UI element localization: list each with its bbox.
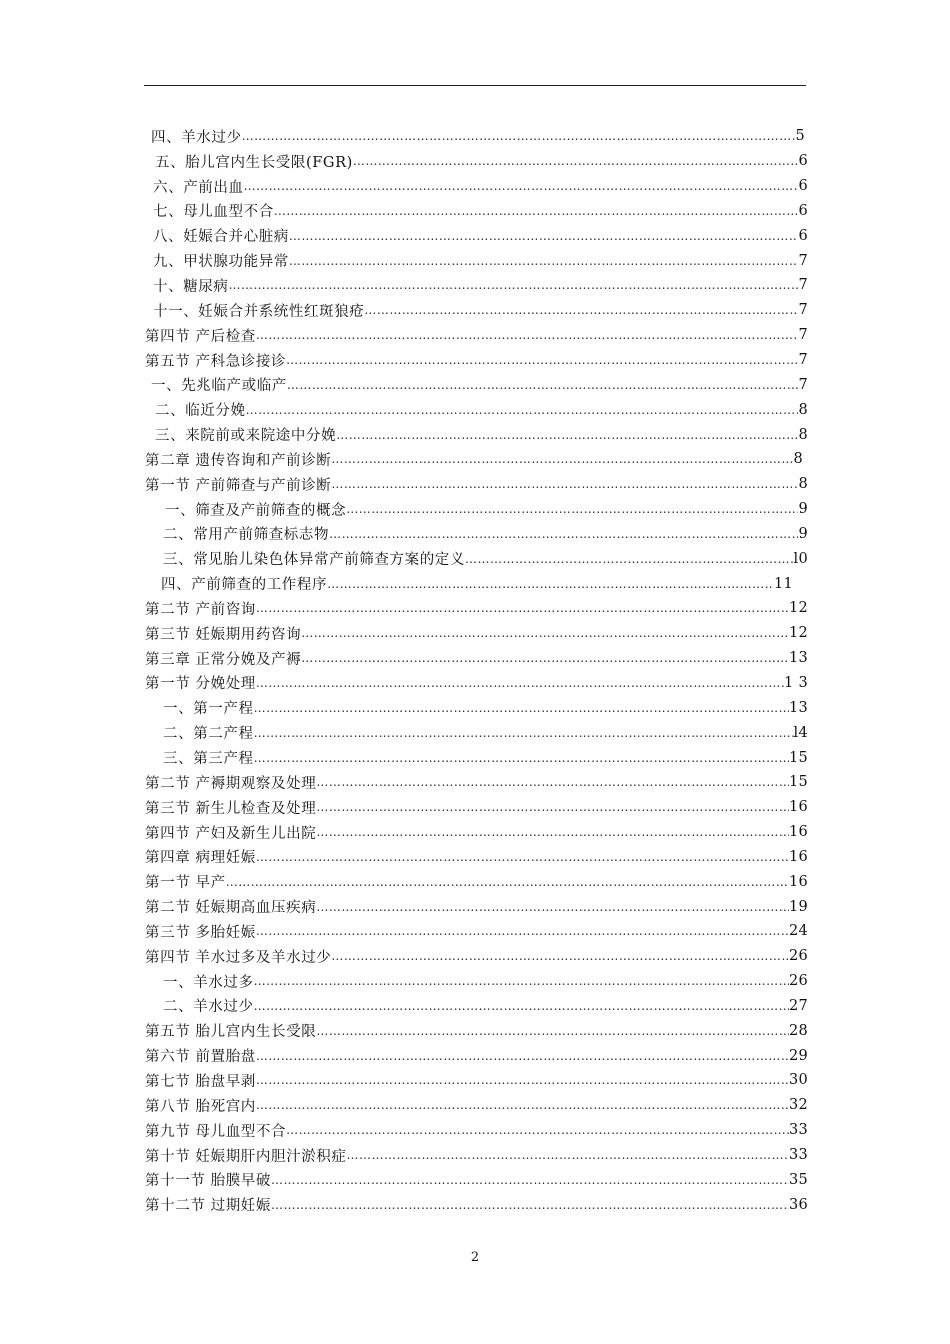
toc-entry[interactable] — [145, 1043, 808, 1068]
toc-entry[interactable] — [145, 621, 808, 646]
toc-entry-title: 第四节 产后检查 — [145, 328, 256, 345]
toc-entry-page: 8 — [798, 426, 808, 443]
toc-entry-page: 8 — [793, 451, 803, 468]
toc-dot-leader — [353, 154, 799, 168]
toc-entry-title: 第一节 早产 — [145, 875, 226, 892]
toc-dot-leader — [289, 229, 799, 243]
toc-entry-title: 第五节 产科急诊接诊 — [145, 353, 287, 370]
toc-entry[interactable] — [145, 1118, 808, 1143]
toc-entry-page: 8 — [798, 476, 808, 493]
toc-entry-title: 四、羊水过少 — [151, 129, 242, 146]
toc-entry-page: 6 — [798, 202, 808, 219]
toc-dot-leader — [331, 949, 789, 963]
toc-entry-title: 四、产前筛查的工作程序 — [161, 577, 328, 594]
toc-entry[interactable] — [145, 646, 808, 671]
toc-entry[interactable] — [145, 372, 808, 397]
toc-entry-title: 第三节 新生儿检查及处理 — [145, 800, 317, 817]
toc-entry-page: 6 — [798, 178, 808, 195]
toc-entry-page: 26 — [788, 948, 808, 965]
toc-entry-page: 19 — [788, 898, 808, 915]
toc-entry-title: 二、常用产前筛查标志物 — [163, 527, 330, 544]
toc-entry-title: 第三节 妊娠期用药咨询 — [145, 626, 302, 643]
toc-entry-title: 第三节 多胎妊娠 — [145, 924, 256, 941]
toc-entry-title: 第九节 母儿血型不合 — [145, 1123, 287, 1140]
toc-entry-page: 7 — [798, 376, 808, 393]
toc-entry[interactable] — [145, 969, 808, 994]
toc-dot-leader — [465, 552, 794, 566]
toc-entry[interactable] — [145, 124, 805, 149]
toc-entry[interactable] — [145, 1143, 808, 1168]
toc-entry[interactable] — [145, 1018, 808, 1043]
toc-entry[interactable] — [145, 298, 808, 323]
toc-entry[interactable] — [145, 720, 808, 745]
toc-dot-leader — [301, 651, 789, 665]
toc-entry-page: 29 — [788, 1047, 808, 1064]
toc-dot-leader — [256, 1073, 789, 1087]
toc-entry[interactable] — [145, 422, 808, 447]
toc-entry[interactable] — [145, 1192, 808, 1217]
toc-dot-leader — [329, 527, 798, 541]
toc-entry-page: 7 — [798, 302, 808, 319]
toc-entry[interactable] — [145, 671, 808, 696]
toc-entry-title: 十一、妊娠合并系统性红斑狼疮 — [153, 303, 365, 320]
toc-entry-title: 六、产前出血 — [153, 179, 244, 196]
toc-entry[interactable] — [145, 596, 808, 621]
toc-entry[interactable] — [145, 223, 808, 248]
toc-entry[interactable] — [145, 770, 808, 795]
toc-dot-leader — [229, 278, 799, 292]
toc-dot-leader — [331, 452, 793, 466]
toc-entry-page: 27 — [788, 997, 808, 1014]
toc-entry-page: l4 — [793, 724, 808, 741]
toc-entry-page: 16 — [788, 799, 808, 816]
toc-entry[interactable] — [145, 447, 803, 472]
toc-entry-title: 第四章 病理妊娠 — [145, 850, 256, 867]
toc-entry-title: 第二节 产前咨询 — [145, 601, 256, 618]
toc-entry[interactable] — [145, 919, 808, 944]
toc-entry-title: 二、羊水过少 — [163, 999, 254, 1016]
toc-entry[interactable] — [145, 348, 808, 373]
toc-dot-leader — [336, 428, 798, 442]
toc-entry-page: 8 — [798, 401, 808, 418]
toc-entry-title: 第三章 正常分娩及产褥 — [145, 651, 302, 668]
toc-entry-page: 13 — [788, 699, 808, 716]
toc-entry-title: 一、筛查及产前筛查的概念 — [165, 502, 347, 519]
toc-entry-title: 三、第三产程 — [163, 751, 254, 768]
toc-dot-leader — [316, 900, 789, 914]
toc-dot-leader — [347, 1148, 789, 1162]
toc-entry-page: 36 — [788, 1196, 808, 1213]
toc-dot-leader — [256, 850, 789, 864]
toc-entry-title: 九、甲状腺功能异常 — [153, 254, 289, 271]
toc-entry[interactable] — [145, 844, 808, 869]
toc-entry-page: 6 — [798, 227, 808, 244]
toc-entry-page: 9 — [798, 501, 808, 518]
toc-dot-leader — [254, 701, 789, 715]
toc-entry-page: 28 — [788, 1022, 808, 1039]
toc-entry[interactable] — [145, 497, 808, 522]
toc-dot-leader — [331, 477, 798, 491]
page-number: 2 — [470, 1250, 480, 1265]
toc-entry-page: 7 — [798, 352, 808, 369]
toc-dot-leader — [301, 626, 789, 640]
toc-entry-title: 八、妊娠合并心脏病 — [153, 229, 289, 246]
toc-dot-leader — [346, 502, 798, 516]
toc-dot-leader — [327, 577, 774, 591]
toc-entry[interactable] — [145, 1068, 808, 1093]
toc-entry-page: 13 — [788, 650, 808, 667]
toc-dot-leader — [286, 1123, 789, 1137]
toc-entry-title: 七、母儿血型不合 — [153, 204, 274, 221]
toc-dot-leader — [316, 825, 789, 839]
toc-entry[interactable] — [145, 1093, 808, 1118]
toc-entry-page: 5 — [795, 128, 805, 145]
toc-entry-title: 二、临近分娩 — [155, 403, 246, 420]
toc-entry-page: l0 — [793, 550, 808, 567]
toc-entry[interactable] — [145, 695, 808, 720]
toc-entry-title: 第一节 产前筛查与产前诊断 — [145, 477, 332, 494]
toc-dot-leader — [242, 129, 796, 143]
toc-dot-leader — [244, 179, 799, 193]
toc-entry-title: 二、第二产程 — [163, 726, 254, 743]
toc-dot-leader — [256, 1098, 789, 1112]
toc-entry-title: 一、羊水过多 — [163, 974, 254, 991]
toc-dot-leader — [256, 1049, 789, 1063]
toc-entry-title: 第二章 遗传咨询和产前诊断 — [145, 452, 332, 469]
toc-entry-title: 第一节 分娩处理 — [145, 676, 256, 693]
toc-entry-title: 三、常见胎儿染色体异常产前筛查方案的定义 — [163, 552, 465, 569]
toc-entry-page: 7 — [798, 327, 808, 344]
toc-dot-leader — [254, 974, 789, 988]
toc-entry-title: 三、来院前或来院途中分娩 — [155, 428, 337, 445]
toc-dot-leader — [289, 254, 799, 268]
toc-entry[interactable] — [145, 795, 808, 820]
toc-entry-title: 第二节 妊娠期高血压疾病 — [145, 900, 317, 917]
toc-entry[interactable] — [145, 174, 808, 199]
toc-entry-page: 7 — [798, 277, 808, 294]
toc-entry-page: 9 — [798, 525, 808, 542]
toc-entry-title: 第四节 羊水过多及羊水过少 — [145, 949, 332, 966]
toc-entry[interactable] — [145, 199, 808, 224]
toc-entry-page: 15 — [788, 774, 808, 791]
toc-entry-title: 第六节 前置胎盘 — [145, 1049, 256, 1066]
toc-entry[interactable] — [145, 571, 793, 596]
toc-entry[interactable] — [145, 248, 808, 273]
toc-dot-leader — [316, 775, 789, 789]
toc-dot-leader — [256, 328, 799, 342]
toc-entry-page: 30 — [788, 1072, 808, 1089]
toc-entry[interactable] — [145, 546, 808, 571]
toc-entry-page: 35 — [788, 1171, 808, 1188]
toc-entry-page: 6 — [798, 153, 808, 170]
toc-dot-leader — [364, 303, 798, 317]
toc-entry-title: 一、第一产程 — [163, 701, 254, 718]
toc-entry-page: 15 — [788, 749, 808, 766]
toc-entry-page: 24 — [788, 923, 808, 940]
toc-entry-title: 第十一节 胎膜早破 — [145, 1173, 272, 1190]
toc-entry-title: 第十二节 过期妊娠 — [145, 1198, 272, 1215]
toc-dot-leader — [254, 999, 789, 1013]
toc-dot-leader — [246, 403, 799, 417]
toc-entry[interactable] — [145, 149, 808, 174]
toc-entry-page: 33 — [788, 1147, 808, 1164]
toc-entry[interactable] — [145, 273, 808, 298]
toc-dot-leader — [254, 751, 789, 765]
toc-dot-leader — [256, 924, 789, 938]
toc-entry-page: 1 3 — [784, 674, 808, 691]
toc-entry-page: 12 — [788, 625, 808, 642]
toc-entry-page: 32 — [788, 1097, 808, 1114]
toc-entry-title: 一、先兆临产或临产 — [151, 378, 287, 395]
toc-dot-leader — [316, 1024, 789, 1038]
toc-dot-leader — [254, 726, 794, 740]
toc-entry-page: 7 — [798, 252, 808, 269]
toc-entry[interactable] — [145, 869, 808, 894]
toc-entry[interactable] — [145, 1167, 808, 1192]
toc-entry[interactable] — [145, 323, 808, 348]
toc-entry-page: 26 — [788, 973, 808, 990]
toc-entry-title: 第七节 胎盘早剥 — [145, 1073, 256, 1090]
header-rule — [144, 85, 806, 86]
toc-entry[interactable] — [145, 472, 808, 497]
toc-entry-title: 五、胎儿宫内生长受限(FGR) — [155, 154, 353, 171]
toc-entry-page: 12 — [788, 600, 808, 617]
toc-entry[interactable] — [145, 522, 808, 547]
toc-dot-leader — [287, 378, 799, 392]
toc-dot-leader — [274, 204, 799, 218]
toc-entry-page: 16 — [788, 873, 808, 890]
toc-entry[interactable] — [145, 944, 808, 969]
toc-dot-leader — [226, 875, 789, 889]
toc-dot-leader — [256, 601, 789, 615]
toc-entry-page: 33 — [788, 1122, 808, 1139]
toc-entry[interactable] — [145, 745, 808, 770]
toc-entry-title: 第五节 胎儿宫内生长受限 — [145, 1024, 317, 1041]
toc-entry-page: 11 — [773, 575, 793, 592]
table-of-contents — [145, 124, 808, 1217]
toc-dot-leader — [286, 353, 798, 367]
toc-entry[interactable] — [145, 894, 808, 919]
toc-entry-title: 第十节 妊娠期肝内胆汁淤积症 — [145, 1148, 347, 1165]
toc-dot-leader — [271, 1198, 789, 1212]
toc-entry-page: 16 — [788, 848, 808, 865]
toc-entry-title: 十、糖尿病 — [153, 278, 229, 295]
toc-entry[interactable] — [145, 994, 808, 1019]
toc-entry-title: 第四节 产妇及新生儿出院 — [145, 825, 317, 842]
toc-entry-title: 第二节 产褥期观察及处理 — [145, 775, 317, 792]
toc-entry-title: 第八节 胎死宫内 — [145, 1098, 256, 1115]
toc-dot-leader — [256, 676, 784, 690]
toc-entry[interactable] — [145, 397, 808, 422]
toc-dot-leader — [271, 1173, 789, 1187]
toc-entry[interactable] — [145, 820, 808, 845]
toc-dot-leader — [316, 800, 789, 814]
toc-entry-page: 16 — [788, 824, 808, 841]
